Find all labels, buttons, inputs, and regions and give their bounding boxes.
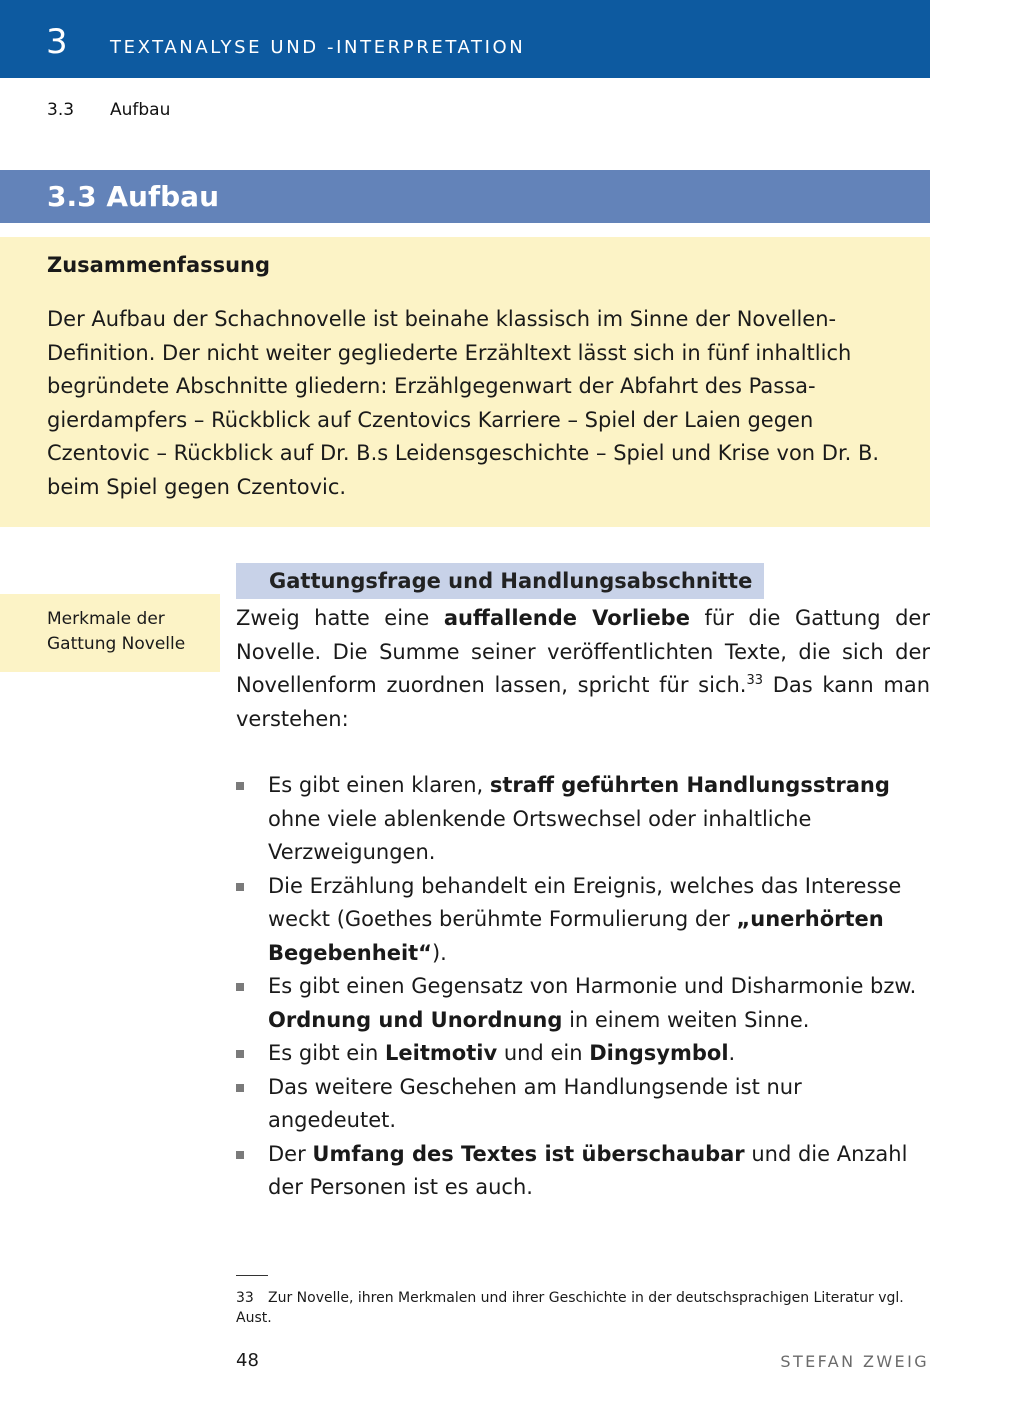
summary-line: beim Spiel gegen Czentovic. (47, 474, 347, 499)
list-item (236, 1071, 936, 1138)
margin-note-line: Gattung Novelle (47, 634, 186, 654)
list-item-text: Der (268, 1141, 313, 1166)
summary-line: Czentovic – Rückblick auf Dr. B.s Leidensgeschichte – Spiel und Krise von Dr. B. (47, 441, 880, 465)
intro-text: Zweig hatte eine (236, 606, 444, 630)
section-title-bar (0, 170, 930, 223)
footnote-text: Zur Novelle, ihren Merkmalen und ihrer Geschichte in der deutschsprachigen Literatur vgl. Aust. (236, 1290, 904, 1326)
intro-text: Das kann man verstehen: (236, 673, 931, 731)
list-item-emphasis: Dingsymbol (589, 1041, 729, 1065)
list-item-text: Die Erzählung behandelt ein Ereignis, welches das Interesse weckt (Goethes berühmte Formulierung der (268, 873, 902, 931)
margin-note-line: Merkmale der (47, 609, 165, 629)
chapter-title: TEXTANALYSE UND -INTERPRETATION (110, 37, 526, 58)
chapter-number: 3 (46, 22, 68, 62)
list-item-text: ). (431, 940, 447, 965)
list-item-emphasis: Umfang des Textes ist überschaubar (312, 1141, 745, 1166)
list-item-text: Es gibt ein (268, 1041, 386, 1065)
square-bullet-icon (236, 1050, 244, 1058)
margin-note-text (47, 607, 217, 657)
subsection-title: Gattungsfrage und Handlungsabschnitte (269, 569, 753, 593)
feature-list (236, 769, 936, 1205)
list-item-emphasis: straff geführten Handlungsstrang (489, 773, 890, 797)
list-item (236, 870, 936, 971)
list-item-emphasis: Ordnung und Unordnung (268, 1007, 563, 1032)
intro-text: für die Gattung der Novelle. Die Summe seiner veröffentlichten Texte, die sich der Novellenform zuordnen lassen, spricht für sich. (236, 606, 930, 697)
footnote (236, 1288, 936, 1328)
intro-paragraph (236, 602, 930, 736)
margin-note (0, 594, 220, 672)
list-item-text: ohne viele ablenkende Ortswechsel oder inhaltliche Verzweigungen. (268, 806, 812, 864)
square-bullet-icon (236, 1151, 244, 1159)
list-item-text: in einem weiten Sinne. (562, 1007, 810, 1032)
footnote-number: 33 (236, 1290, 254, 1306)
intro-emphasis: auffallende Vorliebe (443, 606, 690, 630)
list-item-text: Das weitere Geschehen am Handlungsende ist nur angedeutet. (268, 1074, 802, 1132)
page-number: 48 (236, 1350, 259, 1371)
author-name: STEFAN ZWEIG (780, 1352, 929, 1371)
summary-line: begründete Abschnitte gliedern: Erzählgegenwart der Abfahrt des Passa- (47, 374, 816, 398)
section-title: 3.3 Aufbau (47, 180, 220, 213)
list-item (236, 769, 936, 870)
summary-line: gierdampfers – Rückblick auf Czentovics Karriere – Spiel der Laien gegen (47, 407, 814, 432)
footnote-reference[interactable]: 33 (746, 673, 764, 688)
running-section-number: 3.3 (47, 100, 75, 120)
list-item (236, 1037, 936, 1071)
footnote-divider (236, 1275, 268, 1276)
list-item-text: und die Anzahl der Personen ist es auch. (268, 1141, 908, 1199)
summary-line: Definition. Der nicht weiter gegliederte Erzähltext lässt sich in fünf inhaltlich (47, 340, 852, 365)
subsection-title-bar (236, 563, 764, 599)
running-section-title: Aufbau (110, 100, 171, 120)
list-item (236, 1138, 936, 1205)
square-bullet-icon (236, 1084, 244, 1092)
list-item-emphasis: „unerhörten Begebenheit“ (268, 907, 884, 965)
square-bullet-icon (236, 883, 244, 891)
list-item-text: . (728, 1041, 736, 1065)
square-bullet-icon (236, 983, 244, 991)
list-item-text: Es gibt einen klaren, (268, 773, 490, 797)
summary-line: Der Aufbau der Schachnovelle ist beinahe klassisch im Sinne der Novellen- (47, 307, 837, 331)
list-item-emphasis: Leitmotiv (385, 1041, 498, 1065)
list-item (236, 970, 936, 1037)
summary-text (47, 303, 917, 504)
chapter-header-bar (0, 0, 930, 78)
list-item-text: Es gibt einen Gegensatz von Harmonie und Disharmonie bzw. (268, 974, 917, 998)
summary-box (0, 237, 930, 527)
summary-heading: Zusammenfassung (47, 253, 271, 277)
square-bullet-icon (236, 782, 244, 790)
list-item-text: und ein (497, 1041, 590, 1065)
